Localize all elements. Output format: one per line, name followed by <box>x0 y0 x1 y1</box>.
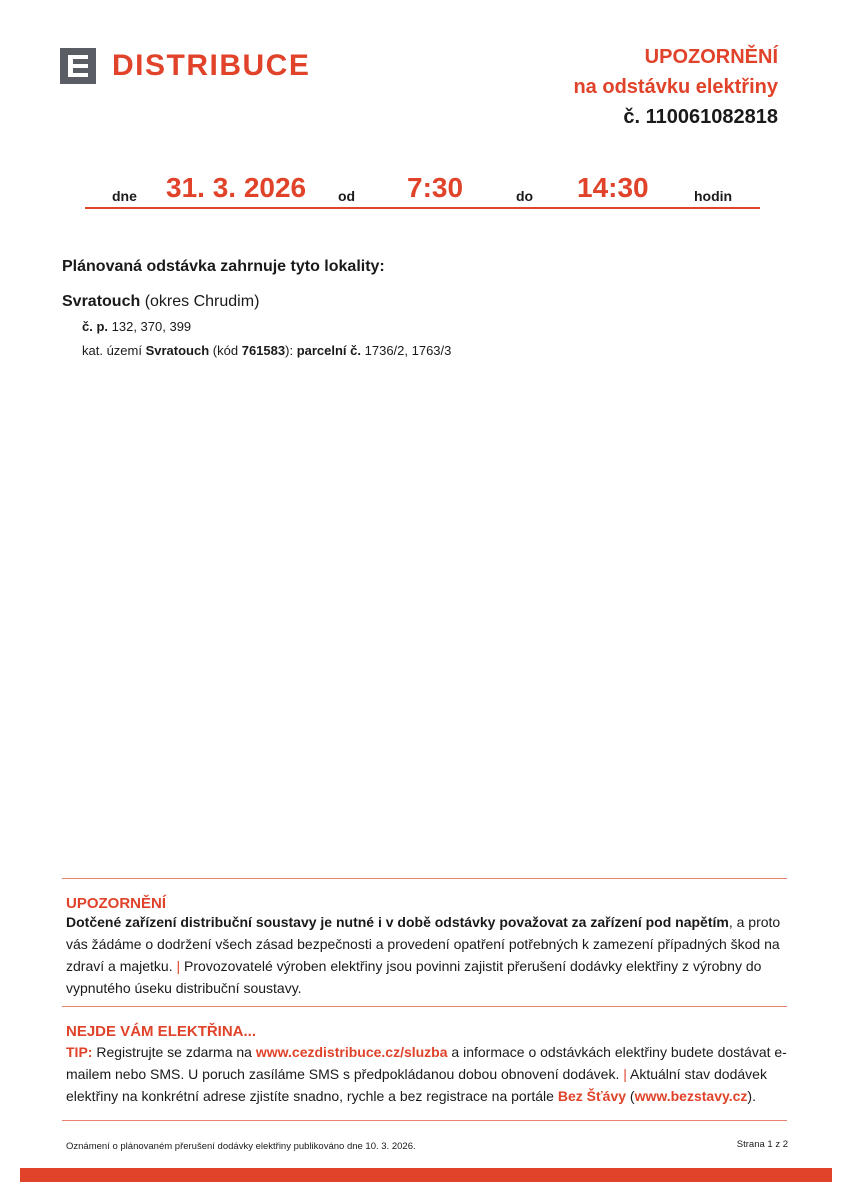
divider <box>62 1006 787 1007</box>
company-logo-icon <box>60 48 96 84</box>
warning-text1: , a proto vás žádáme o dodržení všech zásad bezpečnosti a provedení opatření potřebných k zamezení případných škod na zdraví a majetku. <box>66 914 781 974</box>
divider <box>62 878 787 879</box>
page-number: Strana 1 z 2 <box>736 1139 788 1150</box>
parcel-label: parcelní č. <box>296 343 361 358</box>
to-label: do <box>516 188 534 204</box>
outage-date: 31. 3. 2026 <box>166 172 307 203</box>
warning-bold: Dotčené zařízení distribuční soustavy je nutné i v době odstávky považovat za zařízení pod napětím <box>66 914 729 930</box>
service-link[interactable]: www.cezdistribuce.cz/sluzba <box>255 1044 448 1060</box>
paren-close: ). <box>747 1088 756 1104</box>
date-underline <box>85 207 760 209</box>
outage-from-time: 7:30 <box>407 172 464 203</box>
location-place <box>62 293 259 311</box>
tip-label: TIP: <box>66 1044 93 1060</box>
no-power-text <box>66 1041 791 1107</box>
divider <box>62 1120 787 1121</box>
ku-code-close: ): <box>285 343 294 358</box>
separator: | <box>623 1066 627 1082</box>
ku-prefix: kat. území <box>82 343 142 358</box>
tip-text2: a informace o odstávkách elektřiny budete dostávat e-mailem nebo SMS. U poruch zasíláme SMS s předpokládanou dobou obnovení dodávek. <box>66 1044 787 1082</box>
notice-title: UPOZORNĚNÍ <box>644 46 778 68</box>
no-power-title: NEJDE VÁM ELEKTŘINA... <box>66 1023 257 1040</box>
bottom-brand-band <box>20 1168 832 1182</box>
date-label: dne <box>112 188 137 204</box>
ku-code-open: (kód <box>212 343 239 358</box>
bezstavy-link[interactable]: www.bezstavy.cz <box>634 1088 748 1104</box>
house-numbers <box>82 319 191 334</box>
tip-text3: Aktuální stav dodávek elektřiny na konkrétní adrese zjistíte snadno, rychle a bez registrace na portále <box>66 1066 767 1104</box>
logo-e-glyph <box>60 48 96 84</box>
logo-text: DISTRIBUCE <box>112 49 311 82</box>
warning-text2: Provozovatelé výroben elektřiny jsou povinni zajistit přerušení dodávky elektřiny z výrobny do vypnutého úseku distribuční soustavy. <box>66 958 762 996</box>
cp-values: 132, 370, 399 <box>111 319 192 334</box>
parcel-values: 1736/2, 1763/3 <box>364 343 452 358</box>
portal-name: Bez Šťávy <box>557 1088 627 1104</box>
locations-intro: Plánovaná odstávka zahrnuje tyto lokality: <box>62 258 385 275</box>
separator: | <box>176 958 181 974</box>
paren-open: ( <box>629 1088 635 1104</box>
tip-text1: Registrujte se zdarma na <box>96 1044 252 1060</box>
cp-label: č. p. <box>82 319 109 334</box>
ku-name: Svratouch <box>145 343 210 358</box>
hours-label: hodin <box>694 188 733 204</box>
from-label: od <box>338 188 356 204</box>
ku-code: 761583 <box>241 343 286 358</box>
cadastral-area <box>82 343 451 358</box>
outage-to-time: 14:30 <box>577 172 649 203</box>
notice-number: č. 110061082818 <box>623 106 778 128</box>
warning-title: UPOZORNĚNÍ <box>66 895 167 912</box>
place-district: (okres Chrudim) <box>144 293 260 310</box>
place-name: Svratouch <box>62 293 141 310</box>
notice-subtitle: na odstávku elektřiny <box>573 76 778 98</box>
publication-note: Oznámení o plánovaném přerušení dodávky elektřiny publikováno dne 10. 3. 2026. <box>66 1141 416 1152</box>
warning-text <box>66 911 791 999</box>
